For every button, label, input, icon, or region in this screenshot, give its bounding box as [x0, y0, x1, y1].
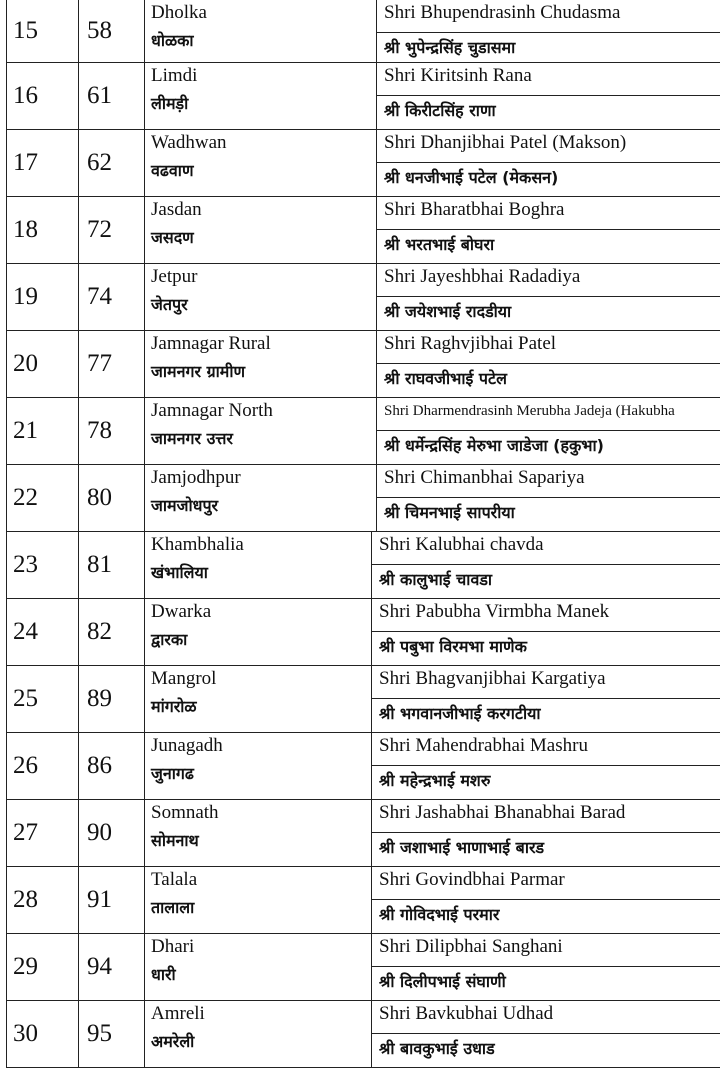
- candidate-name-english: Shri Dhanjibhai Patel (Makson): [377, 130, 720, 163]
- candidate-name-hindi: श्री कालुभाई चावडा: [379, 570, 493, 589]
- candidate-name-hindi: श्री महेन्द्रभाई मशरु: [379, 771, 491, 790]
- constituency-cell: [145, 63, 377, 129]
- constituency-number: 78: [79, 398, 145, 464]
- candidate-name-hindi: श्री पबुभा विरमभा माणेक: [379, 637, 527, 656]
- constituency-cell: [145, 934, 372, 1000]
- constituency-cell: [145, 331, 377, 397]
- candidate-name-english: Shri Bhupendrasinh Chudasma: [377, 0, 720, 33]
- candidate-cell: [372, 1001, 720, 1067]
- candidate-name-hindi: श्री भरतभाई बोघरा: [384, 235, 495, 254]
- serial-number: 30: [6, 1001, 79, 1067]
- candidate-name-english: Shri Jashabhai Bhanabhai Barad: [372, 800, 720, 833]
- candidate-cell: [377, 130, 720, 196]
- constituency-cell: [145, 666, 372, 732]
- constituency-name-english: Jasdan: [151, 199, 202, 220]
- constituency-number: 62: [79, 130, 145, 196]
- candidate-cell: [377, 465, 720, 531]
- constituency-name-hindi: जामजोधपुर: [151, 496, 219, 515]
- constituency-number: 91: [79, 867, 145, 933]
- serial-number: 15: [6, 0, 79, 62]
- constituency-cell: [145, 398, 377, 464]
- candidate-name-hindi: श्री जयेशभाई रादडीया: [384, 302, 512, 321]
- candidate-name-hindi: श्री भुपेन्द्रसिंह चुडासमा: [384, 38, 516, 57]
- candidate-name-english: Shri Bavkubhai Udhad: [372, 1001, 720, 1034]
- constituency-cell: [145, 130, 377, 196]
- table-row: [6, 264, 720, 331]
- constituency-name-english: Amreli: [151, 1003, 205, 1024]
- constituency-name-hindi: मांगरोळ: [151, 697, 197, 716]
- constituency-number: 81: [79, 532, 145, 598]
- constituency-number: 95: [79, 1001, 145, 1067]
- constituency-cell: [145, 733, 372, 799]
- constituency-number: 74: [79, 264, 145, 330]
- serial-number: 23: [6, 532, 79, 598]
- constituency-name-english: Dwarka: [151, 601, 212, 622]
- serial-number: 27: [6, 800, 79, 866]
- constituency-name-hindi: जेतपुर: [151, 295, 188, 314]
- table-row: [6, 733, 720, 800]
- constituency-name-english: Dholka: [151, 2, 207, 23]
- serial-number: 21: [6, 398, 79, 464]
- table-row: [6, 934, 720, 1001]
- candidate-cell: [372, 867, 720, 933]
- constituency-cell: [145, 0, 377, 62]
- serial-number: 26: [6, 733, 79, 799]
- table-row: [6, 130, 720, 197]
- constituency-name-hindi: अमरेली: [151, 1032, 195, 1051]
- table-row: [6, 1001, 720, 1068]
- candidate-name-hindi: श्री गोविदभाई परमार: [379, 905, 500, 924]
- serial-number: 19: [6, 264, 79, 330]
- constituency-name-english: Jamnagar Rural: [151, 333, 271, 354]
- serial-number: 20: [6, 331, 79, 397]
- constituency-number: 86: [79, 733, 145, 799]
- constituency-number: 89: [79, 666, 145, 732]
- candidate-name-hindi: श्री बावकुभाई उधाड: [379, 1039, 495, 1058]
- constituency-cell: [145, 197, 377, 263]
- constituency-name-english: Jamjodhpur: [151, 467, 241, 488]
- candidate-cell: [377, 331, 720, 397]
- constituency-name-english: Mangrol: [151, 668, 217, 689]
- candidate-name-english: Shri Bhagvanjibhai Kargatiya: [372, 666, 720, 699]
- candidate-cell: [377, 264, 720, 330]
- constituency-name-english: Junagadh: [151, 735, 223, 756]
- constituency-number: 94: [79, 934, 145, 1000]
- constituency-cell: [145, 599, 372, 665]
- table-row: [6, 63, 720, 130]
- constituency-name-english: Wadhwan: [151, 132, 227, 153]
- table-row: [6, 867, 720, 934]
- constituency-name-hindi: द्वारका: [151, 630, 188, 649]
- constituency-cell: [145, 532, 372, 598]
- constituency-name-hindi: जामनगर उत्तर: [151, 429, 233, 448]
- candidate-name-hindi: श्री धनजीभाई पटेल (मेकसन): [384, 168, 559, 187]
- constituency-name-english: Limdi: [151, 65, 198, 86]
- candidate-name-english: Shri Raghvjibhai Patel: [377, 331, 720, 364]
- candidate-name-english: Shri Govindbhai Parmar: [372, 867, 720, 900]
- constituency-name-hindi: जामनगर ग्रामीण: [151, 362, 246, 381]
- candidate-cell: [372, 934, 720, 1000]
- serial-number: 25: [6, 666, 79, 732]
- serial-number: 22: [6, 465, 79, 531]
- constituency-name-hindi: जुनागढ: [151, 764, 194, 783]
- candidate-name-english: Shri Dilipbhai Sanghani: [372, 934, 720, 967]
- constituency-name-english: Jamnagar North: [151, 400, 273, 421]
- constituency-number: 77: [79, 331, 145, 397]
- table-row: [6, 532, 720, 599]
- constituency-name-hindi: वढवाण: [151, 161, 194, 180]
- candidate-name-english: Shri Dharmendrasinh Merubha Jadeja (Hakubha: [377, 398, 720, 431]
- table-row: [6, 666, 720, 733]
- candidate-name-english: Shri Kalubhai chavda: [372, 532, 720, 565]
- constituency-name-english: Dhari: [151, 936, 195, 957]
- candidate-name-hindi: श्री चिमनभाई सापरीया: [384, 503, 515, 522]
- constituency-name-english: Jetpur: [151, 266, 198, 287]
- serial-number: 17: [6, 130, 79, 196]
- candidate-cell: [372, 532, 720, 598]
- table-row: [6, 398, 720, 465]
- constituency-name-english: Khambhalia: [151, 534, 244, 555]
- constituency-cell: [145, 1001, 372, 1067]
- constituency-name-hindi: खंभालिया: [151, 563, 208, 582]
- constituency-name-hindi: तालाला: [151, 898, 195, 917]
- candidate-name-english: Shri Kiritsinh Rana: [377, 63, 720, 96]
- candidate-name-hindi: श्री धर्मेन्द्रसिंह मेरुभा जाडेजा (हकुभा): [384, 436, 604, 455]
- candidate-table: [6, 0, 720, 1068]
- candidate-name-hindi: श्री किरीटसिंह राणा: [384, 101, 496, 120]
- constituency-name-hindi: धारी: [151, 965, 176, 984]
- candidate-name-english: Shri Jayeshbhai Radadiya: [377, 264, 720, 297]
- constituency-name-hindi: धोळका: [151, 31, 194, 50]
- candidate-cell: [377, 0, 720, 62]
- candidate-cell: [377, 197, 720, 263]
- candidate-cell: [377, 398, 720, 464]
- constituency-name-english: Talala: [151, 869, 198, 890]
- candidate-cell: [372, 800, 720, 866]
- table-row: [6, 197, 720, 264]
- constituency-cell: [145, 465, 377, 531]
- constituency-number: 90: [79, 800, 145, 866]
- constituency-cell: [145, 264, 377, 330]
- constituency-cell: [145, 800, 372, 866]
- candidate-name-english: Shri Mahendrabhai Mashru: [372, 733, 720, 766]
- candidate-cell: [372, 599, 720, 665]
- constituency-name-hindi: जसदण: [151, 228, 194, 247]
- table-row: [6, 331, 720, 398]
- candidate-name-hindi: श्री दिलीपभाई संघाणी: [379, 972, 506, 991]
- constituency-number: 58: [79, 0, 145, 62]
- candidate-name-hindi: श्री भगवानजीभाई करगटीया: [379, 704, 541, 723]
- constituency-number: 72: [79, 197, 145, 263]
- constituency-number: 80: [79, 465, 145, 531]
- candidate-name-hindi: श्री राघवजीभाई पटेल: [384, 369, 507, 388]
- candidate-name-hindi: श्री जशाभाई भाणाभाई बारड: [379, 838, 545, 857]
- constituency-number: 82: [79, 599, 145, 665]
- candidate-name-english: Shri Bharatbhai Boghra: [377, 197, 720, 230]
- serial-number: 28: [6, 867, 79, 933]
- constituency-name-english: Somnath: [151, 802, 219, 823]
- candidate-cell: [372, 666, 720, 732]
- constituency-number: 61: [79, 63, 145, 129]
- candidate-name-english: Shri Pabubha Virmbha Manek: [372, 599, 720, 632]
- serial-number: 29: [6, 934, 79, 1000]
- serial-number: 18: [6, 197, 79, 263]
- serial-number: 16: [6, 63, 79, 129]
- constituency-name-hindi: सोमनाथ: [151, 831, 199, 850]
- serial-number: 24: [6, 599, 79, 665]
- constituency-cell: [145, 867, 372, 933]
- candidate-name-english: Shri Chimanbhai Sapariya: [377, 465, 720, 498]
- table-row: [6, 800, 720, 867]
- table-row: [6, 0, 720, 63]
- table-row: [6, 465, 720, 532]
- candidate-cell: [377, 63, 720, 129]
- table-row: [6, 599, 720, 666]
- constituency-name-hindi: लीमड़ी: [151, 94, 189, 113]
- candidate-cell: [372, 733, 720, 799]
